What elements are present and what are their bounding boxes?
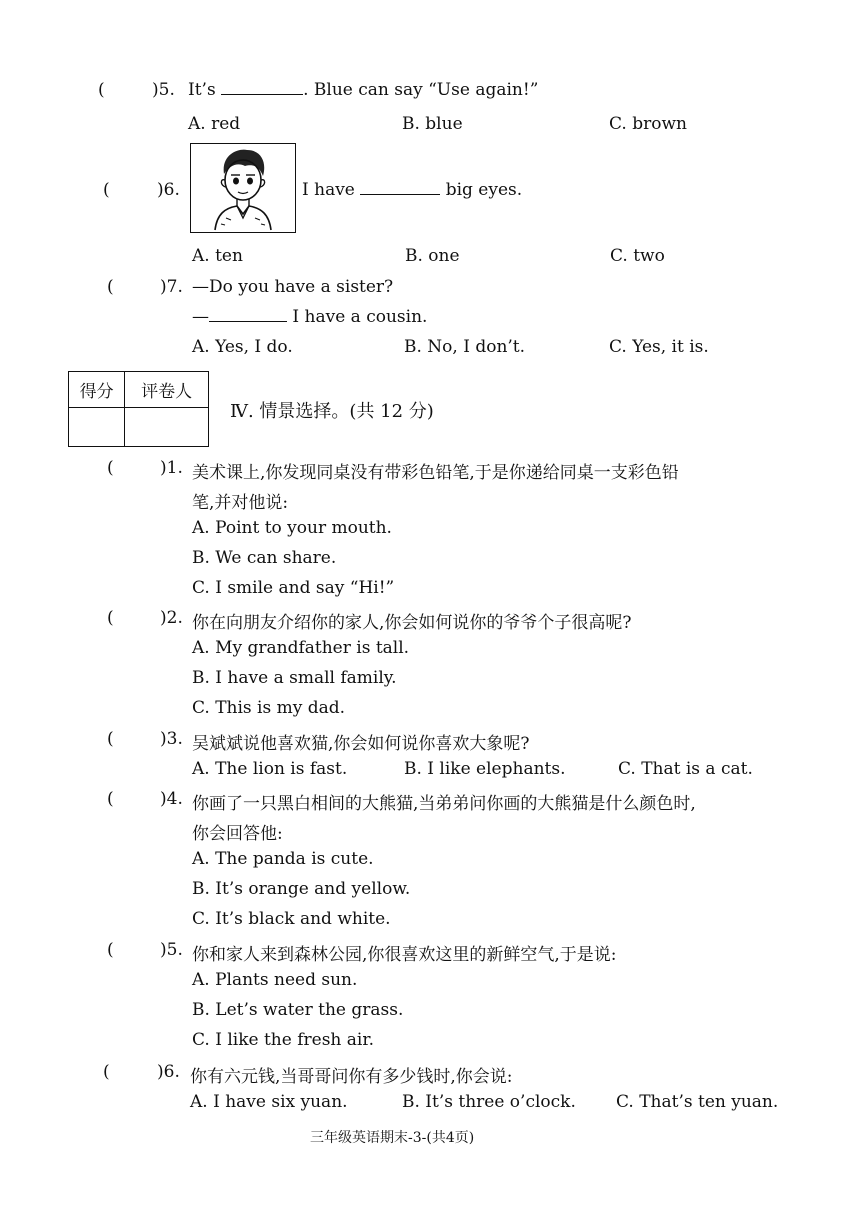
q7-text-after: I have a cousin. [292, 307, 428, 327]
q7-option-b: B. No, I don’t. [404, 337, 526, 357]
q6-text-before: I have [302, 180, 355, 200]
q7-line1: —Do you have a sister? [192, 277, 394, 297]
p4-q2-paren-open: ( [107, 608, 114, 628]
p4-q6-line1: 你有六元钱,当哥哥问你有多少钱时,你会说: [190, 1067, 513, 1087]
boy-face-icon [191, 144, 294, 231]
p4-q4-option-a: A. The panda is cute. [192, 849, 374, 869]
q7-option-a: A. Yes, I do. [192, 337, 293, 357]
q5-paren-open: ( [98, 80, 105, 100]
p4-q6-paren-open: ( [103, 1062, 110, 1082]
score-cell[interactable] [69, 408, 125, 447]
score-header: 得分 [69, 372, 125, 408]
p4-q1-number: )1. [160, 458, 183, 478]
section-title: Ⅳ. 情景选择。(共 12 分) [230, 401, 434, 422]
p4-q1-paren-open: ( [107, 458, 114, 478]
q7-blank[interactable] [209, 307, 287, 322]
p4-q2-line1: 你在向朋友介绍你的家人,你会如何说你的爷爷个子很高呢? [192, 613, 632, 633]
q6-option-b: B. one [405, 246, 460, 266]
p4-q2-number: )2. [160, 608, 183, 628]
p4-q6-number: )6. [157, 1062, 180, 1082]
p4-q4-line1: 你画了一只黑白相间的大熊猫,当弟弟问你画的大熊猫是什么颜色时, [192, 794, 696, 814]
page-footer: 三年级英语期末-3-(共4页) [310, 1130, 475, 1146]
q5-blank[interactable] [221, 80, 303, 95]
p4-q4-option-b: B. It’s orange and yellow. [192, 879, 411, 899]
q6-option-c: C. two [610, 246, 665, 266]
q6-number: )6. [157, 180, 180, 200]
q5-text-after: . Blue can say “Use again!” [303, 80, 539, 100]
q5-text-before: It’s [188, 80, 216, 100]
p4-q2-option-b: B. I have a small family. [192, 668, 397, 688]
q5-option-b: B. blue [402, 114, 463, 134]
p4-q1-option-a: A. Point to your mouth. [192, 518, 392, 538]
p4-q4-option-c: C. It’s black and white. [192, 909, 391, 929]
p4-q6-option-b: B. It’s three o’clock. [402, 1092, 576, 1112]
p4-q5-option-c: C. I like the fresh air. [192, 1030, 375, 1050]
p4-q2-option-c: C. This is my dad. [192, 698, 346, 718]
p4-q6-option-c: C. That’s ten yuan. [616, 1092, 779, 1112]
p4-q4-number: )4. [160, 789, 183, 809]
p4-q5-line1: 你和家人来到森林公园,你很喜欢这里的新鲜空气,于是说: [192, 945, 617, 965]
p4-q5-paren-open: ( [107, 940, 114, 960]
q7-number: )7. [160, 277, 183, 297]
q7-paren-open: ( [107, 277, 114, 297]
p4-q1-line2: 笔,并对他说: [192, 493, 289, 513]
p4-q4-line2: 你会回答他: [192, 824, 283, 844]
q6-stem [302, 180, 522, 200]
p4-q3-line1: 吴斌斌说他喜欢猫,你会如何说你喜欢大象呢? [192, 734, 530, 754]
p4-q4-paren-open: ( [107, 789, 114, 809]
q6-text-after: big eyes. [445, 180, 523, 200]
q7-option-c: C. Yes, it is. [609, 337, 709, 357]
q5-option-a: A. red [188, 114, 241, 134]
p4-q1-option-b: B. We can share. [192, 548, 337, 568]
p4-q3-option-b: B. I like elephants. [404, 759, 566, 779]
p4-q3-option-c: C. That is a cat. [618, 759, 753, 779]
grader-cell[interactable] [125, 408, 209, 447]
q7-line2 [192, 307, 427, 327]
q7-dash: — [192, 307, 209, 327]
q5-stem [188, 80, 538, 100]
p4-q5-option-a: A. Plants need sun. [192, 970, 358, 990]
p4-q5-option-b: B. Let’s water the grass. [192, 1000, 404, 1020]
q6-option-a: A. ten [192, 246, 243, 266]
p4-q3-paren-open: ( [107, 729, 114, 749]
q6-blank[interactable] [360, 180, 440, 195]
p4-q6-option-a: A. I have six yuan. [190, 1092, 348, 1112]
q5-option-c: C. brown [609, 114, 687, 134]
p4-q5-number: )5. [160, 940, 183, 960]
p4-q3-number: )3. [160, 729, 183, 749]
p4-q1-line1: 美术课上,你发现同桌没有带彩色铅笔,于是你递给同桌一支彩色铅 [192, 463, 679, 483]
p4-q3-option-a: A. The lion is fast. [192, 759, 348, 779]
q6-paren-open: ( [103, 180, 110, 200]
score-box [68, 371, 209, 447]
p4-q1-option-c: C. I smile and say “Hi!” [192, 578, 395, 598]
grader-header: 评卷人 [125, 372, 209, 408]
p4-q2-option-a: A. My grandfather is tall. [192, 638, 410, 658]
boy-picture [190, 143, 296, 233]
q5-number: )5. [152, 80, 175, 100]
